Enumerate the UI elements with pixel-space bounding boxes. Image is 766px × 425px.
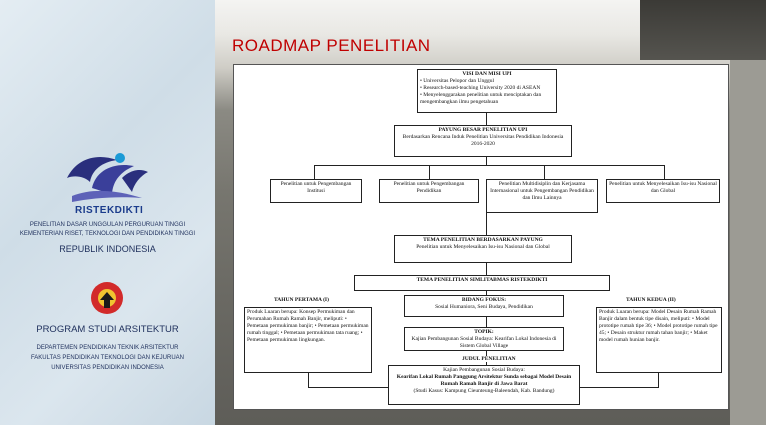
tema-payung-box [394, 235, 572, 263]
visi-title: VISI DAN MISI UPI [462, 71, 512, 77]
arrow [486, 113, 487, 125]
visi-item: • Research-based-teaching University 2020 di ASEAN [420, 84, 541, 91]
left-line2: KEMENTERIAN RISET, TEKNOLOGI DAN PENDIDIKAN TINGGI [19, 231, 196, 237]
background-wall [730, 60, 766, 425]
background-roof [640, 0, 766, 60]
department-name: DEPARTEMEN PENDIDIKAN TEKNIK ARSITEKTUR [36, 345, 179, 351]
arrow [658, 373, 659, 387]
judul-penelitian-label: JUDUL PENELITIAN [462, 356, 516, 362]
left-line1: PENELITIAN DASAR UNGGULAN PERGURUAN TINGGI [29, 222, 186, 228]
topik-title: TOPIK: [474, 329, 494, 335]
tema-ristek-box [354, 275, 610, 291]
visi-item: • Universitas Pelopor dan Unggul [420, 77, 495, 84]
tema-payung-title: TEMA PENELITIAN BERDASARKAN PAYUNG [423, 237, 543, 243]
final-sub: (Studi Kasus: Kampung Cieunteung-Baleendah, Kab. Bandung) [413, 387, 555, 394]
topik-box [404, 327, 564, 351]
branch-box: Penelitian Multidisiplin dan Kerjasama Internasional untuk Pengembangan Pendidikan dan Ilmu Lainnya [486, 179, 598, 213]
final-text: Kearifan Lokal Rumah Panggung Arsitektur Sunda sebagai Model Desain Rumah Ramah Banjir di Jawa Barat [396, 373, 572, 387]
upi-logo-icon [88, 280, 126, 316]
arrow [486, 263, 487, 275]
program-name: PROGRAM STUDI ARSITEKTUR [36, 324, 179, 335]
year2-output-box: Produk Luaran berupa: Model Desain Rumah Ramah Banjir dalam bentuk tipe disain, meliputi: • Model prototipe rumah tipe 36; • Model prototipe rumah tipe 45; • Desain struktur rumah tahan banjir; • Maket model rumah hunian banjir. [596, 307, 722, 373]
arrow [486, 157, 487, 165]
visi-misi-box [417, 69, 557, 113]
slide-title: ROADMAP PENELITIAN [232, 36, 431, 55]
connector-line [580, 387, 659, 388]
arrow [314, 165, 315, 179]
tema-payung-text: Penelitian untuk Menyelesaikan Isu-isu Nasional dan Global [416, 243, 550, 250]
arrow [664, 165, 665, 179]
tahun-kedua-label: TAHUN KEDUA (II) [626, 297, 676, 303]
arrow [544, 165, 545, 179]
topik-text: Kajian Pembangunan Sosial Budaya: Kearifan Lokal Indonesia di Sistem Global Village [411, 335, 557, 349]
final-title: Kajian Pembangunan Sosial Budaya: [443, 367, 525, 373]
bidang-text: Sosial Humaniora, Seni Budaya, Pendidikan [435, 303, 533, 310]
payung-text: Berdasarkan Rencana Induk Penelitian Universitas Pendidikan Indonesia 2016-2020 [402, 133, 564, 147]
branch-box: Penelitian untuk Pengembangan Institusi [270, 179, 362, 203]
arrow [486, 317, 487, 327]
branch-box: Penelitian untuk Pengembangan Pendidikan [379, 179, 479, 203]
connector-line [314, 165, 664, 166]
payung-box [394, 125, 572, 157]
visi-item: • Menyelenggarakan penelitian untuk menciptakan dan mengembangkan ilmu pengetahuan [420, 91, 542, 105]
branch-box: Penelitian untuk Menyelesaikan Isu-isu Nasional dan Global [606, 179, 720, 203]
judul-box [388, 365, 580, 405]
arrow [429, 165, 430, 179]
connector-line [308, 387, 388, 388]
ristekdikti-logo-text: RISTEKDIKTI [75, 205, 144, 216]
tema-ristek-title: TEMA PENELITIAN SIMLITABMAS RISTEKDIKTI [416, 277, 548, 283]
year1-output-box: Produk Luaran berupa: Konsep Permukiman dan Perumahan Rumah Ramah Banjir, meliputi: • Pemetaan permukiman banjir; • Pemetaan permukiman rumah tinggal; • Pemetaan permukiman tata ruang; • Pemetaan permukiman lingkungan. [244, 307, 372, 373]
left-line3: REPUBLIK INDONESIA [59, 244, 156, 254]
tahun-pertama-label: TAHUN PERTAMA (I) [274, 297, 329, 303]
arrow [308, 373, 309, 387]
payung-title: PAYUNG BESAR PENELITIAN UPI [438, 127, 528, 133]
faculty-name: FAKULTAS PENDIDIKAN TEKNOLOGI DAN KEJURUAN [30, 355, 185, 361]
university-name: UNIVERSITAS PENDIDIKAN INDONESIA [51, 365, 164, 371]
bidang-fokus-box [404, 295, 564, 317]
arrow [486, 213, 487, 235]
roadmap-diagram [233, 64, 729, 410]
bidang-title: BIDANG FOKUS: [461, 297, 507, 303]
